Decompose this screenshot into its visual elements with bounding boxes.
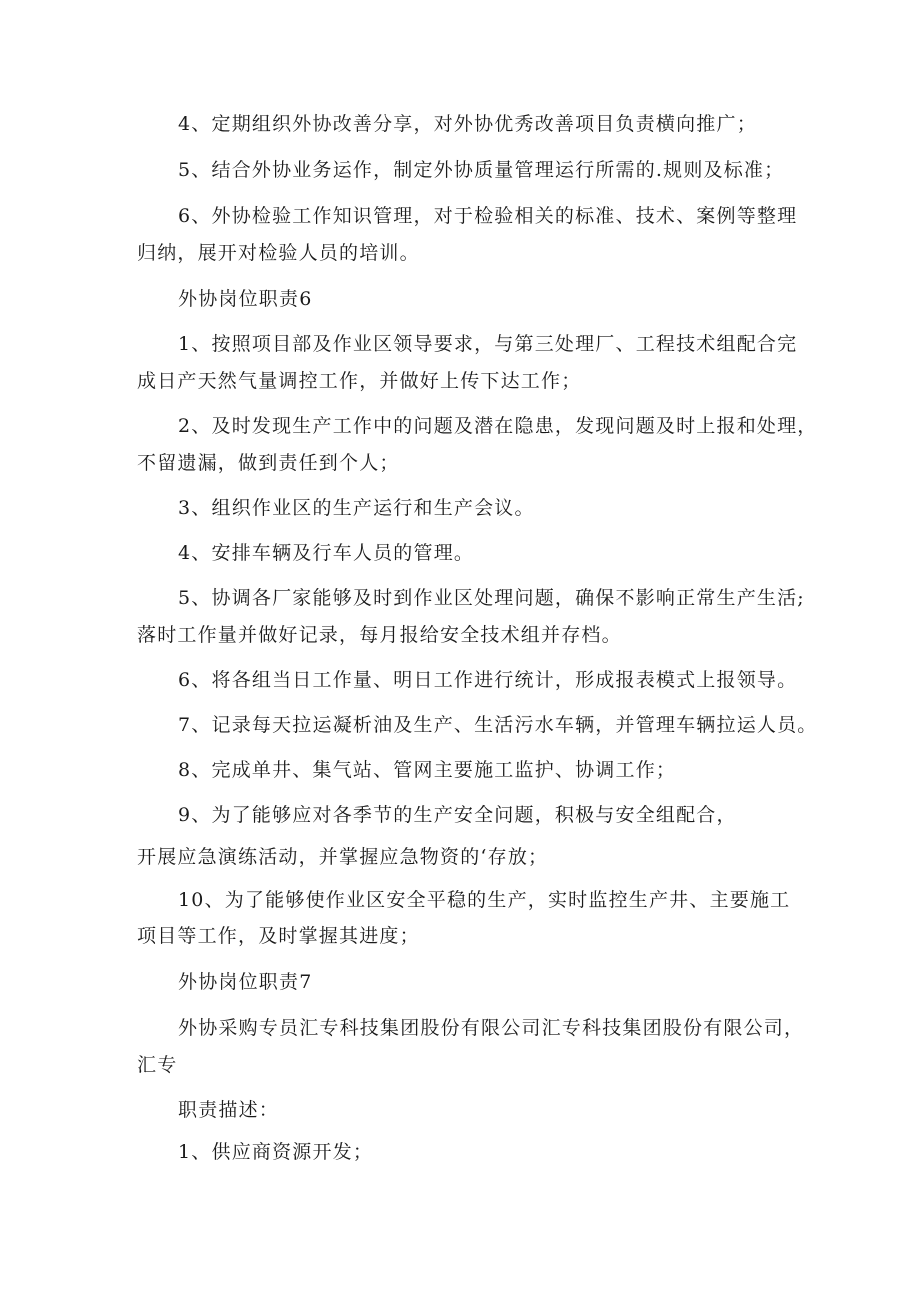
paragraph-line: 落时工作量并做好记录，每月报给安全技术组并存档。: [137, 624, 622, 646]
paragraph-line: 5、结合外协业务运作，制定外协质量管理运行所需的.规则及标准；: [178, 159, 785, 181]
paragraph-line: 项目等工作，及时掌握其进度；: [137, 925, 420, 947]
section-heading: 外协岗位职责7: [178, 971, 313, 993]
paragraph-line: 职责描述：: [178, 1099, 280, 1121]
paragraph-line: 2、及时发现生产工作中的问题及潜在隐患，发现问题及时上报和处理，: [178, 415, 818, 437]
section-heading: 外协岗位职责6: [178, 288, 313, 310]
paragraph-line: 归纳，展开对检验人员的培训。: [137, 242, 420, 264]
paragraph-line: 汇专: [137, 1054, 178, 1076]
paragraph-line: 7、记录每天拉运凝析油及生产、生活污水车辆，并管理车辆拉运人员。: [178, 714, 818, 736]
paragraph-line: 4、安排车辆及行车人员的管理。: [178, 542, 475, 564]
paragraph-line: 外协采购专员汇专科技集团股份有限公司汇专科技集团股份有限公司，: [178, 1017, 805, 1039]
paragraph-line: 1、按照项目部及作业区领导要求，与第三处理厂、工程技术组配合完: [178, 333, 798, 355]
paragraph-line: 成日产天然气量调控工作，并做好上传下达工作；: [137, 370, 582, 392]
paragraph-line: 3、组织作业区的生产运行和生产会议。: [178, 497, 535, 519]
paragraph-line: 10、为了能够使作业区安全平稳的生产，实时监控生产井、主要施工: [178, 889, 791, 911]
paragraph-line: 9、为了能够应对各季节的生产安全问题，积极与安全组配合，: [178, 804, 737, 826]
paragraph-line: 6、将各组当日工作量、明日工作进行统计，形成报表模式上报领导。: [178, 669, 798, 691]
paragraph-line: 开展应急演练活动，并掌握应急物资的‘存放；: [137, 846, 549, 868]
paragraph-line: 4、定期组织外协改善分享，对外协优秀改善项目负责横向推广；: [178, 113, 757, 135]
paragraph-line: 8、完成单井、集气站、管网主要施工监护、协调工作；: [178, 759, 677, 781]
paragraph-line: 1、供应商资源开发；: [178, 1141, 374, 1163]
paragraph-line: 5、协调各厂家能够及时到作业区处理问题，确保不影响正常生产生活;: [178, 587, 805, 609]
paragraph-line: 不留遗漏，做到责任到个人；: [137, 452, 400, 474]
paragraph-line: 6、外协检验工作知识管理，对于检验相关的标准、技术、案例等整理: [178, 205, 798, 227]
